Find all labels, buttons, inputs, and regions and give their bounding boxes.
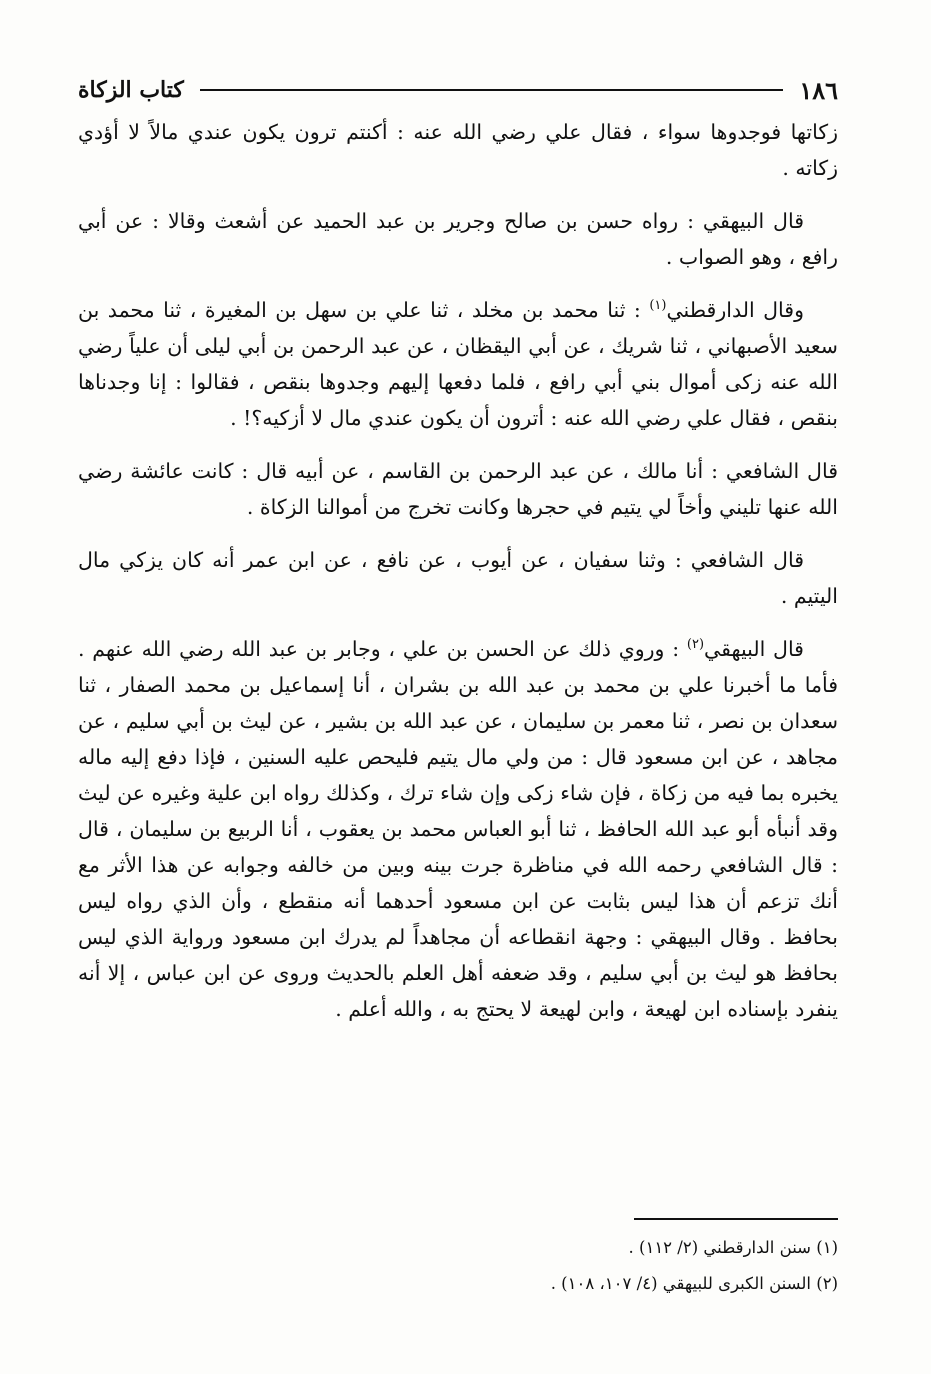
footnote-2: (٢) السنن الكبرى للبيهقي (٤/ ١٠٧، ١٠٨) . xyxy=(550,1274,838,1293)
paragraph-6 xyxy=(78,631,838,1027)
body-text xyxy=(78,114,838,1027)
page-content xyxy=(78,70,838,1044)
page-number: ١٨٦ xyxy=(799,75,838,105)
paragraph-3-lead: وقال الدارقطني xyxy=(666,298,804,322)
footnote-ref-2[interactable]: (٢) xyxy=(686,637,705,653)
paragraph-6-lead: قال البيهقي xyxy=(704,637,804,661)
paragraph-5: قال الشافعي : وثنا سفيان ، عن أيوب ، عن نافع ، عن ابن عمر أنه كان يزكي مال اليتيم . xyxy=(78,548,838,608)
paragraph-4: قال الشافعي : أنا مالك ، عن عبد الرحمن بن القاسم ، عن أبيه قال : كانت عائشة رضي الله عنها تليني وأخاً لي يتيم في حجرها وكانت تخرج من أموالنا الزكاة . xyxy=(78,459,838,519)
footnote-ref-1[interactable]: (١) xyxy=(649,298,667,314)
paragraph-2: قال البيهقي : رواه حسن بن صالح وجرير بن عبد الحميد عن أشعث وقالا : عن أبي رافع ، وهو الصواب . xyxy=(78,209,838,269)
paragraph-6-body: : وروي ذلك عن الحسن بن علي ، وجابر بن عبد الله رضي الله عنهم . فأما ما أخبرنا علي بن محمد بن عبد الله بن بشران ، أنا إسماعيل بن محمد الصفار ، ثنا سعدان بن نصر ، ثنا معمر بن سليمان ، عن عبد الله بن بشير ، عن ليث بن أبي سليم ، عن مجاهد ، عن ابن مسعود قال : من ولي مال يتيم فليحص عليه السنين ، فإذا دفع إليه ماله يخبره بما فيه من زكاة ، فإن شاء زكى وإن شاء ترك ، وكذلك رواه ابن علية وغيره عن ليث وقد أنبأه أبو عبد الله الحافظ ، ثنا أبو العباس محمد بن يعقوب ، أنا الربيع بن سليمان ، قال : قال الشافعي رحمه الله في مناظرة جرت بينه وبين من خالفه وجوابه عن هذا الأثر مع أنك تزعم أن هذا ليس بثابت عن ابن مسعود أحدهما أنه منقطع ، وأن الذي رواه ليس بحافظ . وقال البيهقي : وجهة انقطاعه أن مجاهداً لم يدرك ابن مسعود ورواية الذي ليس بحافظ هو ليث بن أبي سليم ، وقد ضعفه أهل العلم بالحديث وروى عن ابن عباس ، إلا أنه ينفرد بإسناده ابن لهيعة ، وابن لهيعة لا يحتج به ، والله أعلم . xyxy=(78,637,838,1021)
footnote-rule xyxy=(634,1218,838,1220)
book-title: كتاب الزكاة xyxy=(78,77,184,103)
footnote-1: (١) سنن الدارقطني (٢/ ١١٢) . xyxy=(628,1238,838,1257)
paragraph-1: زكاتها فوجدوها سواء ، فقال علي رضي الله عنه : أكنتم ترون يكون عندي مالاً لا أؤدي زكاته . xyxy=(78,120,838,180)
running-header xyxy=(78,70,838,110)
paragraph-3-body: : ثنا محمد بن مخلد ، ثنا علي بن سهل بن المغيرة ، ثنا محمد بن سعيد الأصبهاني ، ثنا شريك ، عن أبي اليقظان ، عن عبد الرحمن بن أبي ليلى أن علياً رضي الله عنه زكى أموال بني أبي رافع ، فلما دفعها إليهم وجدوها بنقص ، فقالوا : إنا وجدناها بنقص ، فقال علي رضي الله عنه : أترون أن يكون عندي مال لا أزكيه؟! . xyxy=(78,298,838,430)
footnotes xyxy=(78,1218,838,1302)
paragraph-3 xyxy=(78,292,838,436)
header-rule xyxy=(200,89,783,91)
